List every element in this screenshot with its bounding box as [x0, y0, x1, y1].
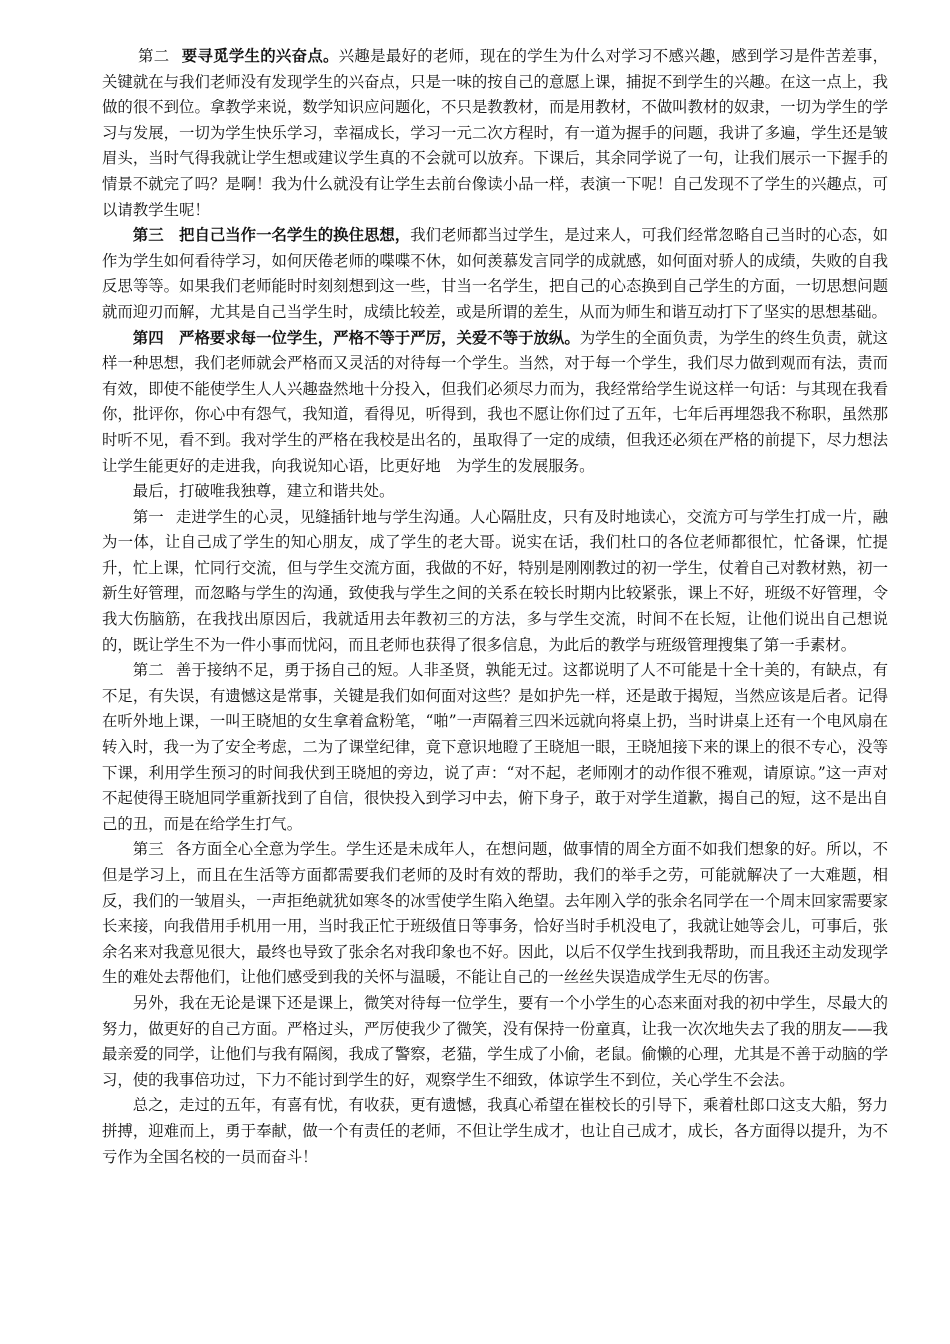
paragraph-first-communicate: [102, 505, 888, 659]
paragraph-fourth-strict: [102, 326, 888, 480]
paragraph-third-devote: [102, 837, 888, 991]
paragraph-second-interest: [102, 44, 888, 223]
paragraph-heading: 第三 把自己当作一名学生的换住思想，: [132, 226, 411, 245]
paragraph-second-accept: [102, 658, 888, 837]
paragraph-conclusion: [102, 1093, 888, 1170]
paragraph-heading: 要寻觅学生的兴奋点。: [181, 47, 339, 65]
paragraph-third-empathy: [102, 223, 888, 325]
paragraph-lead: 第一: [132, 507, 164, 526]
paragraph-lead: 第三: [132, 840, 164, 859]
paragraph-body: 另外，我在无论是课下还是课上，微笑对待每一位学生，要有一个小学生的心态来面对我的初中学生，尽最大的努力，做更好的自己方面。严格过头，严厉使我少了微笑，没有保持一份童真，让我一次次地失去了我的朋友——我最亲爱的同学，让他们与我有隔阂，我成了警察，老猫，学生成了小偷，老鼠。偷懒的心理，尤其是不善于动脑的学习，使的我事倍功过，下力不能讨到学生的好，观察学生不细致，体谅学生不到位，关心学生不会法。: [102, 993, 888, 1089]
paragraph-body: 为学生的全面负责，为学生的终生负责，就这样一种思想，我们老师就会严格而又灵活的对待每一个学生。当然，对于每一个学生，我们尽力做到观而有法，责而有效，即使不能使学生人人兴趣盎然地十分投入，但我们必须尽力而为，我经常给学生说这样一句话：与其现在我看你，批评你，你心中有怨气，我知道，看得见，听得到，我也不愿让你们过了五年，七年后再埋怨我不称职，虽然那时听不见，看不到。我对学生的严格在我校是出名的，虽取得了一定的成绩，但我还必须在严格的前提下，尽力想法让学生能更好的走进我，向我说知心语，比更好地 为学生的发展服务。: [102, 328, 888, 475]
paragraph-body: 善于接纳不足，勇于扬自己的短。人非圣贤，孰能无过。这都说明了人不可能是十全十美的，有缺点，有不足，有失误，有遗憾这是常事，关键是我们如何面对这些？是如护先一样，还是敢于揭短，当然应该是后者。记得在听外地上课，一叫王晓旭的女生拿着盒粉笔，“啪”一声隔着三四米远就向将桌上扔，当时讲桌上还有一个电风扇在转入时，我一为了安全考虑，二为了课堂纪律，竟下意识地瞪了王晓旭一眼，王晓旭接下来的课上的很不专心，没等下课，利用学生预习的时间我伏到王晓旭的旁边，说了声：“对不起，老师刚才的动作很不雅观，请原谅。”这一声对不起使得王晓旭同学重新找到了自信，很快投入到学习中去，俯下身子，敢于对学生道歉，揭自己的短，这不是出自己的丑，而是在给学生打气。: [102, 661, 888, 833]
paragraph-body: 最后，打破唯我独尊，建立和谐共处。: [132, 482, 395, 501]
paragraph-body: 走进学生的心灵，见缝插针地与学生沟通。人心隔肚皮，只有及时地读心，交流方可与学生打成一片，融为一体，让自己成了学生的知心朋友，成了学生的老大哥。说实在话，我们杜口的各位老师都很忙，忙备课，忙提升，忙上课，忙同行交流，但与学生交流方面，我做的不好，特别是刚刚教过的初一学生，仗着自己对教材熟，初一新生好管理，而忽略与学生的沟通，致使我与学生之间的关系在较长时期内比较紧张，课上不好，班级不好管理，令我大伤脑筋，在我找出原因后，我就适用去年教初三的方法，多与学生交流，时间不在长短，让他们说出自己想说的，既让学生不为一件小事而忧闷，而且老师也获得了很多信息，为此后的教学与班级管理搜集了第一手素材。: [102, 507, 888, 654]
document-page: [102, 44, 888, 1170]
paragraph-finally: [102, 479, 888, 505]
paragraph-body: 总之，走过的五年，有喜有忧，有收获，更有遗憾，我真心希望在崔校长的引导下，乘着杜郎口这支大船，努力拼搏，迎难而上，勇于奉献，做一个有责任的老师，不但让学生成才，也让自己成才，成长，各方面得以提升，为不亏作为全国名校的一员而奋斗！: [102, 1096, 888, 1166]
paragraph-body: 各方面全心全意为学生。学生还是未成年人，在想问题，做事情的周全方面不如我们想象的好。所以，不但是学习上，而且在生活等方面都需要我们老师的及时有效的帮助，我们的举手之劳，可能就解决了一大难题，相反，我们的一皱眉头，一声拒绝就犹如寒冬的冰雪使学生陷入绝望。去年刚入学的张余名同学在一个周末回家需要家长来接，向我借用手机用一用，当时我正忙于班级值日等事务，恰好当时手机没电了，我就让她等会儿，可事后，张余名来对我意见很大，最终也导致了张余名对我印象也不好。因此，以后不仅学生找到我帮助，而且我还主动发现学生的难处去帮他们，让他们感受到我的关怀与温暖，不能让自己的一丝丝失误造成学生无尽的伤害。: [102, 840, 888, 987]
paragraph-body: 我们老师都当过学生，是过来人，可我们经常忽略自己当时的心态，如作为学生如何看待学习，如何厌倦老师的喋喋不休，如何羡慕发言同学的成就感，如何面对骄人的成绩，失败的自我反思等等。如果我们老师能时时刻刻想到这一些，甘当一名学生，把自己的心态换到自己学生的方面，一切思想问题就而迎刃而解，尤其是自己当学生时，成绩比较差，或是所谓的差生，从而为师生和谐互动打下了坚实的思想基础。: [102, 226, 888, 321]
paragraph-also-smile: [102, 991, 888, 1093]
paragraph-lead: 第二: [132, 661, 164, 680]
paragraph-body: 兴趣是最好的老师，现在的学生为什么对学习不感兴趣，感到学习是件苦差事，关键就在与我们老师没有发现学生的兴奋点，只是一味的按自己的意愿上课，捕捉不到学生的兴趣。在这一点上，我做的很不到位。拿教学来说，数学知识应问题化，不只是教教材，而是用教材，不做叫教材的奴隶，一切为学生的学习与发展，一切为学生快乐学习，幸福成长，学习一元二次方程时，有一道为握手的问题，我讲了多遍，学生还是皱眉头，当时气得我就让学生想或建议学生真的不会就可以放弃。下课后，其余同学说了一句，让我们展示一下握手的情景不就完了吗？是啊！我为什么就没有让学生去前台像读小品一样，表演一下呢！自己发现不了学生的兴趣点，可以请教学生呢！: [102, 47, 888, 219]
paragraph-lead: 第二: [138, 47, 170, 65]
paragraph-heading: 第四 严格要求每一位学生，严格不等于严厉，关爱不等于放纵。: [132, 328, 580, 347]
